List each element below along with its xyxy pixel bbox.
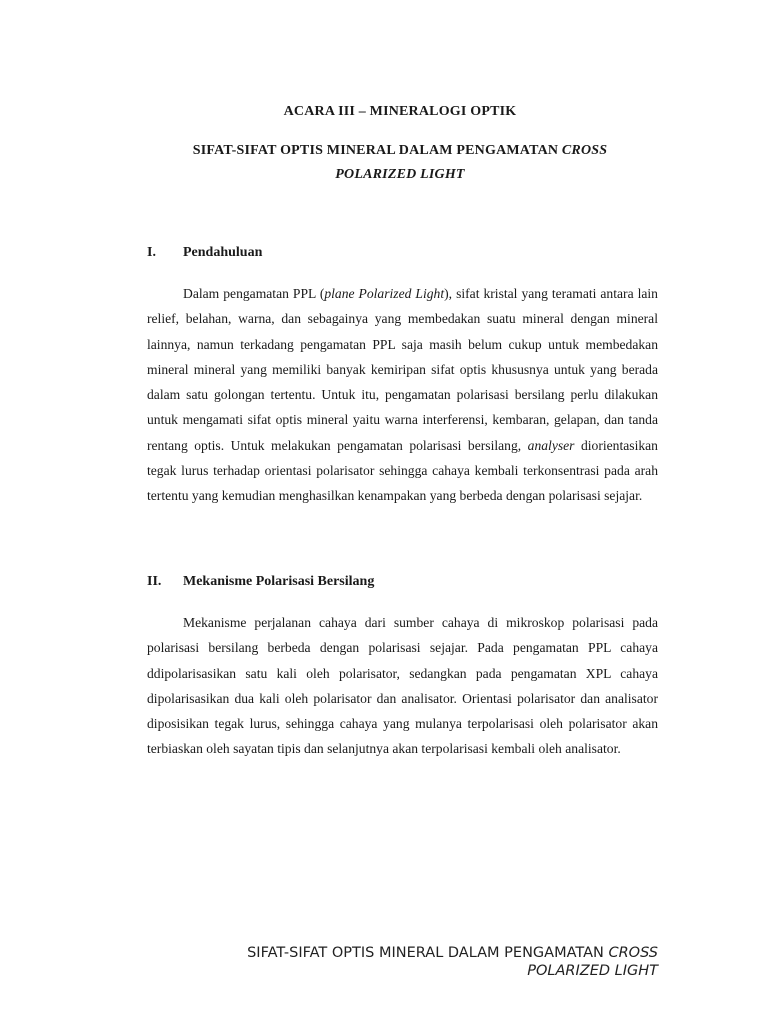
footer-line-2: POLARIZED LIGHT (527, 963, 658, 979)
paragraph-text: diorientasikan tegak lurus terhadap orientasi polarisator sehingga cahaya kembali terkonsentrasi pada arah tertentu yang kemudian menghasilkan kenampakan yang berbeda dengan polarisasi sejajar. (147, 437, 658, 504)
subtitle-italic: CROSS (561, 143, 608, 158)
italic-term: plane Polarized Light (324, 286, 445, 301)
section-paragraph-2 (147, 610, 658, 762)
paragraph-text: ), sifat kristal yang teramati antara lain relief, belahan, warna, dan sebagainya yang membedakan suatu mineral dengan mineral lainnya, namun terkadang pengamatan PPL saja masih belum cukup untuk membedakan mineral mineral yang memiliki banyak kemiripan sifat optis khususnya untuk yang berada dalam satu golongan tertentu. Untuk itu, pengamatan polarisasi bersilang perlu dilakukan untuk mengamati sifat optis mineral yaitu warna interferensi, kembaran, gelapan, dan tanda rentang optis. Untuk melakukan pengamatan polarisasi bersilang, (147, 286, 658, 453)
paragraph-text: Mekanisme perjalanan cahaya dari sumber cahaya di mikroskop polarisasi pada polarisasi bersilang berbeda dengan polarisasi sejajar. Pada pengamatan PPL cahaya ddipolarisasikan satu kali oleh polarisator, sedangkan pada pengamatan XPL cahaya dipolarisasikan dua kali oleh polarisator dan analisator. Orientasi polarisator dan analisator diposisikan tegak lurus, sehingga cahaya yang mulanya terpolarisasi oleh polarisator akan terbiaskan oleh sayatan tipis dan selanjutnya akan terpolarisasi kembali oleh analisator. (147, 615, 658, 757)
section-number: II. (147, 574, 162, 589)
subtitle-italic-2: POLARIZED LIGHT (335, 167, 465, 182)
subtitle-text: SIFAT-SIFAT OPTIS MINERAL DALAM PENGAMATAN (192, 143, 562, 158)
document-subtitle-line-1 (147, 143, 653, 159)
section-heading-1 (147, 245, 262, 261)
footer-line-1: SIFAT-SIFAT OPTIS MINERAL DALAM PENGAMATAN CROSS (247, 945, 658, 961)
document-title (147, 104, 653, 120)
section-paragraph-1 (147, 281, 658, 509)
paragraph-text: Dalam pengamatan PPL ( (183, 286, 325, 301)
section-title: Pendahuluan (183, 245, 263, 260)
section-title: Mekanisme Polarisasi Bersilang (183, 574, 375, 589)
title-line-1: ACARA III – MINERALOGI OPTIK (283, 104, 517, 119)
document-subtitle-line-2 (147, 167, 653, 183)
section-heading-2 (147, 574, 374, 590)
section-number: I. (147, 245, 156, 260)
page-footer (247, 944, 658, 980)
italic-term: analyser (527, 437, 575, 453)
